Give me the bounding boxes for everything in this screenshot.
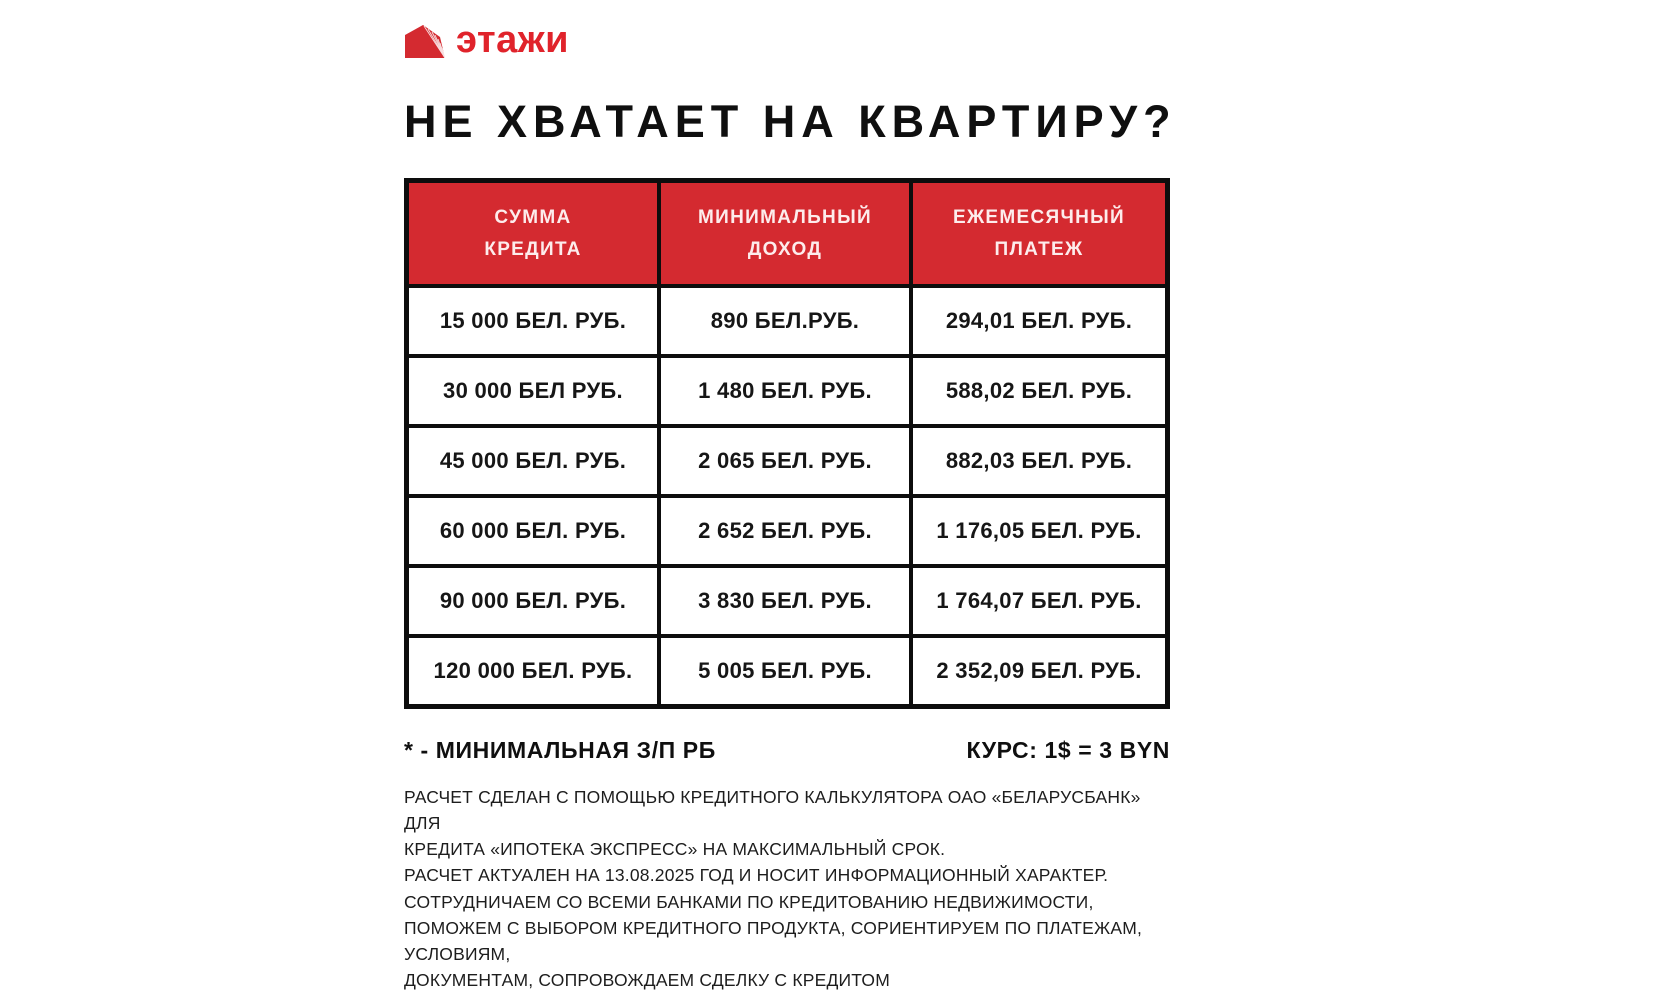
footnote-exchange-rate: КУРС: 1$ = 3 BYN — [966, 736, 1170, 763]
disclaimer-line: ДОКУМЕНТАМ, СОПРОВОЖДАЕМ СДЕЛКУ С КРЕДИТОМ — [404, 970, 890, 991]
cell-monthly-payment: 294,01 БЕЛ. РУБ. — [945, 307, 1133, 333]
table-row — [409, 494, 1165, 564]
cell-credit-sum: 45 000 БЕЛ. РУБ. — [409, 428, 661, 494]
disclaimer-line: УСЛОВИЯМ, — [404, 944, 511, 965]
table-row — [409, 354, 1165, 424]
disclaimer-line: КРЕДИТА «ИПОТЕКА ЭКСПРЕСС» НА МАКСИМАЛЬНЫЙ СРОК. — [404, 839, 946, 860]
column-header-monthly-payment — [913, 183, 1165, 284]
cell-monthly-payment: 1 176,05 БЕЛ. РУБ. — [936, 517, 1142, 543]
table-row — [409, 424, 1165, 494]
header-line: ДОХОД — [747, 239, 823, 261]
cell-min-income: 1 480 БЕЛ. РУБ. — [661, 358, 913, 424]
cell-min-income: 890 БЕЛ.РУБ. — [661, 288, 913, 354]
disclaimer-paragraph — [404, 784, 1170, 994]
header-line: КРЕДИТА — [484, 239, 582, 261]
column-header-min-income — [661, 183, 913, 284]
disclaimer-line: РАСЧЕТ СДЕЛАН С ПОМОЩЬЮ КРЕДИТНОГО КАЛЬКУЛЯТОРА ОАО «БЕЛАРУСБАНК» ДЛЯ — [404, 786, 1141, 833]
column-header-credit-sum — [409, 183, 661, 284]
cell-monthly-payment: 1 764,07 БЕЛ. РУБ. — [936, 587, 1142, 613]
header-line: МИНИМАЛЬНЫЙ — [698, 207, 872, 228]
page-title: НЕ ХВАТАЕТ НА КВАРТИРУ? — [404, 96, 1177, 147]
brand-name: этажи — [456, 19, 570, 61]
cell-monthly-payment: 2 352,09 БЕЛ. РУБ. — [936, 657, 1142, 683]
cell-credit-sum: 15 000 БЕЛ. РУБ. — [409, 288, 661, 354]
cell-credit-sum: 30 000 БЕЛ РУБ. — [409, 358, 661, 424]
disclaimer-line: РАСЧЕТ АКТУАЛЕН НА 13.08.2025 ГОД И НОСИТ ИНФОРМАЦИОННЫЙ ХАРАКТЕР. — [404, 865, 1109, 886]
cell-credit-sum: 120 000 БЕЛ. РУБ. — [409, 638, 661, 704]
content-column — [404, 19, 1177, 994]
disclaimer-line: СОТРУДНИЧАЕМ СО ВСЕМИ БАНКАМИ ПО КРЕДИТОВАНИЮ НЕДВИЖИМОСТИ, — [404, 891, 1094, 912]
header-line: ЕЖЕМЕСЯЧНЫЙ — [952, 207, 1126, 228]
table-header-row — [409, 183, 1165, 284]
cell-min-income: 5 005 БЕЛ. РУБ. — [661, 638, 913, 704]
cell-monthly-payment: 588,02 БЕЛ. РУБ. — [945, 377, 1133, 403]
footnote-row — [404, 737, 1170, 764]
table-row — [409, 284, 1165, 354]
house-icon — [404, 24, 446, 60]
header-line: ПЛАТЕЖ — [994, 239, 1084, 261]
cell-min-income: 2 652 БЕЛ. РУБ. — [661, 498, 913, 564]
table-row — [409, 634, 1165, 704]
disclaimer-line: ПОМОЖЕМ С ВЫБОРОМ КРЕДИТНОГО ПРОДУКТА, СОРИЕНТИРУЕМ ПО ПЛАТЕЖАМ, — [404, 917, 1143, 938]
cell-credit-sum: 60 000 БЕЛ. РУБ. — [409, 498, 661, 564]
footnote-min-salary: * - МИНИМАЛЬНАЯ З/П РБ — [404, 736, 716, 763]
cell-min-income: 2 065 БЕЛ. РУБ. — [661, 428, 913, 494]
cell-min-income: 3 830 БЕЛ. РУБ. — [661, 568, 913, 634]
credit-table — [404, 178, 1170, 709]
header-line: СУММА — [494, 207, 572, 228]
brand-logo — [404, 20, 1170, 64]
cell-monthly-payment: 882,03 БЕЛ. РУБ. — [945, 447, 1133, 473]
cell-credit-sum: 90 000 БЕЛ. РУБ. — [409, 568, 661, 634]
table-row — [409, 564, 1165, 634]
